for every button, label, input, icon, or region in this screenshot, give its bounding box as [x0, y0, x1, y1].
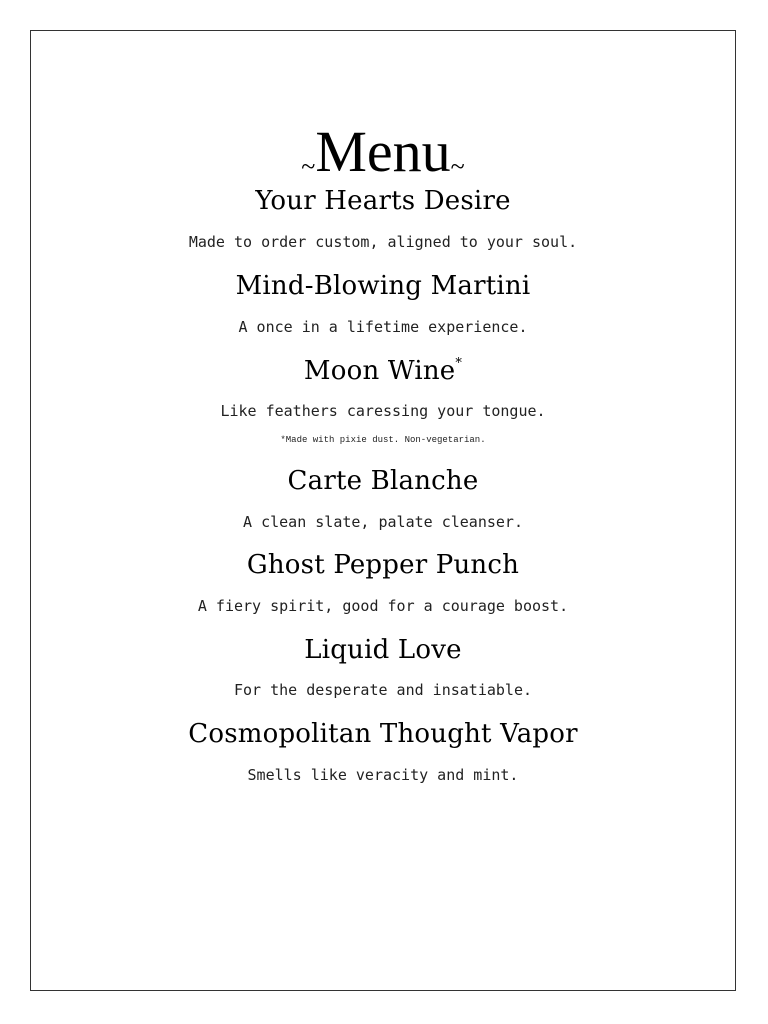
title-tilde-right: ~ [450, 152, 465, 181]
moon-wine-name: Moon Wine [303, 356, 456, 386]
item-note-moon-wine: *Made with pixie dust. Non-vegetarian. [280, 435, 486, 445]
item-name-carte-blanche: Carte Blanche [287, 466, 479, 496]
item-desc-cosmopolitan-thought-vapor: Smells like veracity and mint. [247, 766, 519, 784]
title-text: Menu [315, 119, 451, 184]
item-desc-carte-blanche: A clean slate, palate cleanser. [243, 513, 523, 531]
item-desc-ghost-pepper-punch: A fiery spirit, good for a courage boost. [197, 597, 569, 615]
moon-wine-asterisk: * [455, 356, 463, 371]
item-name-liquid-love: Liquid Love [304, 635, 462, 665]
item-name-mind-blowing-martini: Mind-Blowing Martini [235, 271, 531, 301]
item-desc-liquid-love: For the desperate and insatiable. [233, 681, 532, 699]
item-name-moon-wine [31, 357, 735, 384]
item-desc-mind-blowing-martini: A once in a lifetime experience. [238, 318, 528, 336]
item-name-ghost-pepper-punch: Ghost Pepper Punch [246, 550, 520, 580]
item-desc-moon-wine: Like feathers caressing your tongue. [220, 402, 546, 420]
item-name-your-hearts-desire: Your Hearts Desire [255, 186, 511, 216]
menu-title [31, 119, 735, 184]
item-name-cosmopolitan-thought-vapor: Cosmopolitan Thought Vapor [188, 719, 578, 749]
item-desc-your-hearts-desire: Made to order custom, aligned to your soul. [188, 233, 578, 251]
title-tilde-left: ~ [301, 152, 316, 181]
menu-page [30, 30, 736, 991]
